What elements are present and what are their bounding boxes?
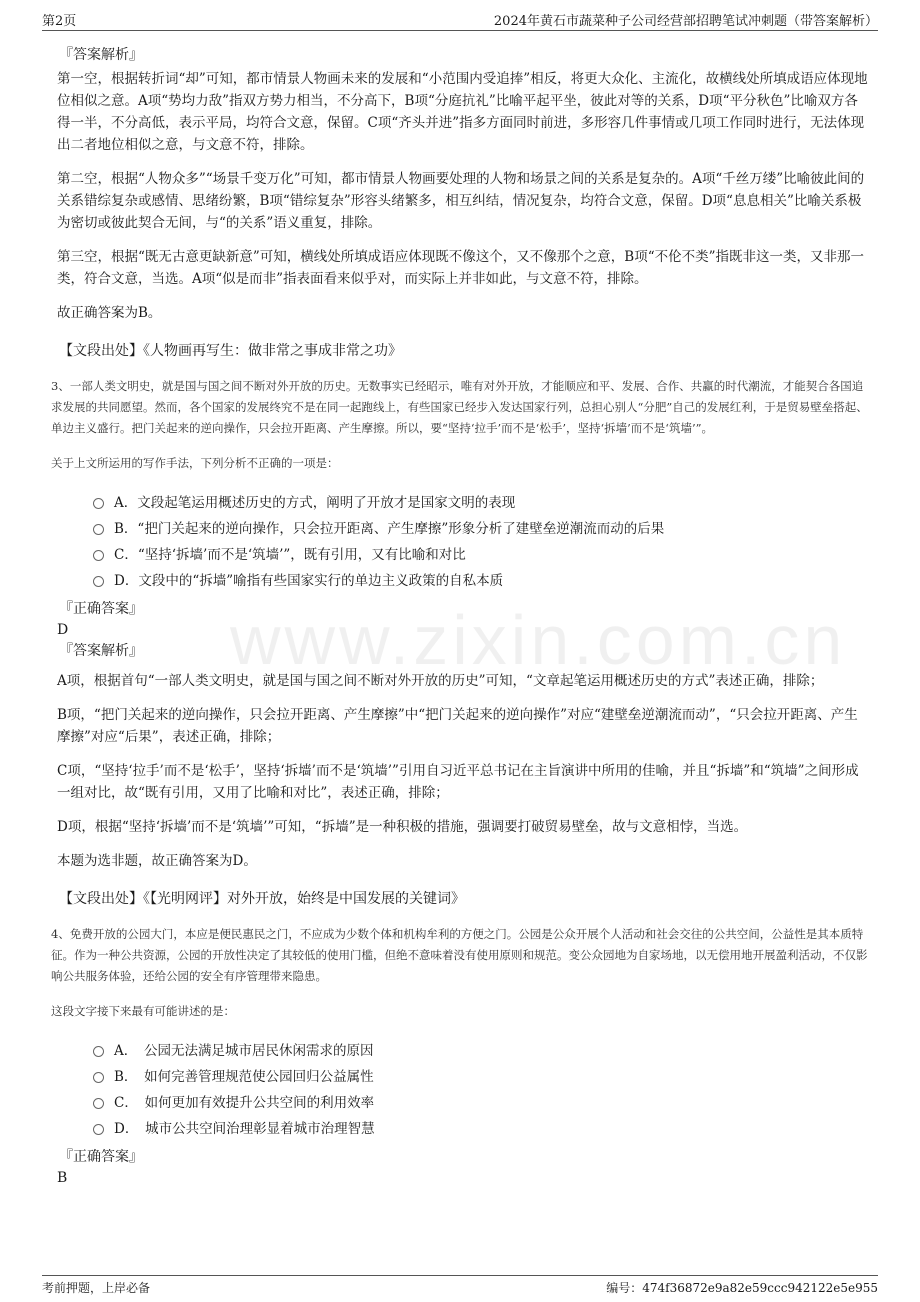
answer-analysis-heading: 『答案解析』 (59, 643, 143, 659)
option-c[interactable] (93, 1088, 870, 1114)
watermark: www.zixin.com.cn (230, 601, 847, 679)
question-passage: 3、一部人类文明史，就是国与国之间不断对外开放的历史。无数事实已经昭示，唯有对外开放，才能顺应和平、发展、合作、共赢的时代潮流，才能契合各国追求发展的共同愿望。然而，各个国家的发展终究不是在同一起跑线上，有些国家已经步入发达国家行列，总担心别人“分肥”自己的发展红利，于是贸易壁垒搭起、单边主义盛行。把门关起来的逆向操作，只会拉开距离、产生摩擦。所以，要“坚持‘拉手’而不是‘松手’，坚持‘拆墙’而不是‘筑墙’”。 (51, 379, 868, 435)
page-header (42, 8, 878, 31)
option-label: D． 城市公共空间治理彰显着城市治理智慧 (114, 1121, 375, 1137)
question-stem: 这段文字接下来最有可能讲述的是： (51, 1004, 235, 1018)
question-stem: 关于上文所运用的写作手法，下列分析不正确的一项是： (51, 456, 339, 470)
passage-source: 【文段出处】《人物画再写生：做非常之事成非常之功》 (59, 343, 402, 359)
option-label: D．文段中的“拆墙”喻指有些国家实行的单边主义政策的自私本质 (114, 573, 504, 589)
question-passage: 4、免费开放的公园大门，本应是便民惠民之门，不应成为少数个体和机构牟利的方便之门。公园是公众开展个人活动和社会交往的公共空间，公益性是其本质特征。作为一种公共资源，公园的开放性决定了其较低的使用门槛，但绝不意味着没有使用原则和规范。变公众园地为自家场地，以无偿用地开展盈利活动，不仅影响公共服务体验，还给公园的安全有序管理带来隐患。 (51, 927, 868, 983)
analysis-paragraph: D项，根据“坚持‘拆墙’而不是‘筑墙’”可知，“拆墙”是一种积极的措施，强调要打破贸易壁垒，故与文意相悖，当选。 (57, 819, 748, 835)
correct-answer: D (57, 622, 69, 638)
radio-icon[interactable] (93, 550, 104, 561)
option-c[interactable] (93, 540, 870, 566)
analysis-paragraph: 第二空，根据“人物众多”“场景千变万化”可知，都市情景人物画要处理的人物和场景之间的关系是复杂的。A项“千丝万缕”比喻彼此间的关系错综复杂或感情、思绪纷繁，B项“错综复杂”形容头绪繁多，相互纠结，情况复杂，均符合文意，保留。D项“息息相关”比喻关系极为密切或彼此契合无间，与“的关系”语义重复，排除。 (57, 171, 865, 231)
page-footer (42, 1275, 878, 1296)
radio-icon[interactable] (93, 1072, 104, 1083)
document-id: 编号：474f36872e9a82e59ccc942122e5e955 (606, 1281, 878, 1295)
correct-answer: B (57, 1170, 68, 1186)
radio-icon[interactable] (93, 524, 104, 535)
footer-slogan: 考前押题，上岸必备 (42, 1281, 151, 1295)
option-a[interactable] (93, 1036, 870, 1062)
option-list (55, 1036, 870, 1140)
option-label: C． 如何更加有效提升公共空间的利用效率 (114, 1095, 375, 1111)
document-title: 2024年黄石市蔬菜种子公司经营部招聘笔试冲刺题（带答案解析） (493, 13, 878, 29)
option-b[interactable] (93, 1062, 870, 1088)
analysis-conclusion: 本题为选非题，故正确答案为D。 (57, 853, 257, 869)
option-label: A．文段起笔运用概述历史的方式，阐明了开放才是国家文明的表现 (114, 495, 516, 511)
option-label: A． 公园无法满足城市居民休闲需求的原因 (114, 1043, 374, 1059)
radio-icon[interactable] (93, 498, 104, 509)
analysis-paragraph: 第一空，根据转折词“却”可知，都市情景人物画未来的发展和“小范围内受追捧”相反，将更大众化、主流化，故横线处所填成语应体现地位相似之意。A项“势均力敌”指双方势力相当，不分高下，B项“分庭抗礼”比喻平起平坐，彼此对等的关系，D项“平分秋色”比喻双方各得一半，不分高低，表示平局，均符合文意，保留。C项“齐头并进”指多方面同时前进，多形容几件事情或几项工作同时进行，无法体现出二者地位相似之意，与文意不符，排除。 (57, 71, 868, 153)
analysis-paragraph: A项，根据首句“一部人类文明史，就是国与国之间不断对外开放的历史”可知，“文章起笔运用概述历史的方式”表述正确，排除； (57, 673, 824, 689)
answer-analysis-heading: 『答案解析』 (59, 47, 143, 63)
analysis-conclusion: 故正确答案为B。 (57, 305, 162, 321)
option-list (55, 488, 870, 592)
option-label: B． 如何完善管理规范使公园回归公益属性 (114, 1069, 374, 1085)
correct-answer-heading: 『正确答案』 (59, 601, 143, 617)
radio-icon[interactable] (93, 1124, 104, 1135)
correct-answer-heading: 『正确答案』 (59, 1149, 143, 1165)
analysis-paragraph: C项，“坚持‘拉手’而不是‘松手’，坚持‘拆墙’而不是‘筑墙’”引用自习近平总书记在主旨演讲中所用的佳喻，并且“拆墙”和“筑墙”之间形成一组对比，故“既有引用，又用了比喻和对比”，表述正确，排除； (57, 763, 859, 801)
radio-icon[interactable] (93, 1046, 104, 1057)
page-content (51, 44, 870, 1188)
page-number: 第2页 (42, 13, 77, 29)
radio-icon[interactable] (93, 1098, 104, 1109)
passage-source: 【文段出处】《【光明网评】对外开放，始终是中国发展的关键词》 (59, 891, 465, 907)
option-b[interactable] (93, 514, 870, 540)
radio-icon[interactable] (93, 576, 104, 587)
analysis-paragraph: B项，“把门关起来的逆向操作，只会拉开距离、产生摩擦”中“把门关起来的逆向操作”对应“建壁垒逆潮流而动”，“只会拉开距离、产生摩擦”对应“后果”，表述正确，排除； (57, 707, 858, 745)
option-label: B．“把门关起来的逆向操作，只会拉开距离、产生摩擦”形象分析了建壁垒逆潮流而动的后果 (114, 521, 665, 537)
option-d[interactable] (93, 1114, 870, 1140)
option-d[interactable] (93, 566, 870, 592)
option-label: C．“坚持‘拆墙’而不是‘筑墙’”，既有引用，又有比喻和对比 (114, 547, 466, 563)
analysis-paragraph: 第三空，根据“既无古意更缺新意”可知，横线处所填成语应体现既不像这个，又不像那个之意，B项“不伦不类”指既非这一类，又非那一类，符合文意，当选。A项“似是而非”指表面看来似乎对，而实际上并非如此，与文意不符，排除。 (57, 249, 865, 287)
option-a[interactable] (93, 488, 870, 514)
